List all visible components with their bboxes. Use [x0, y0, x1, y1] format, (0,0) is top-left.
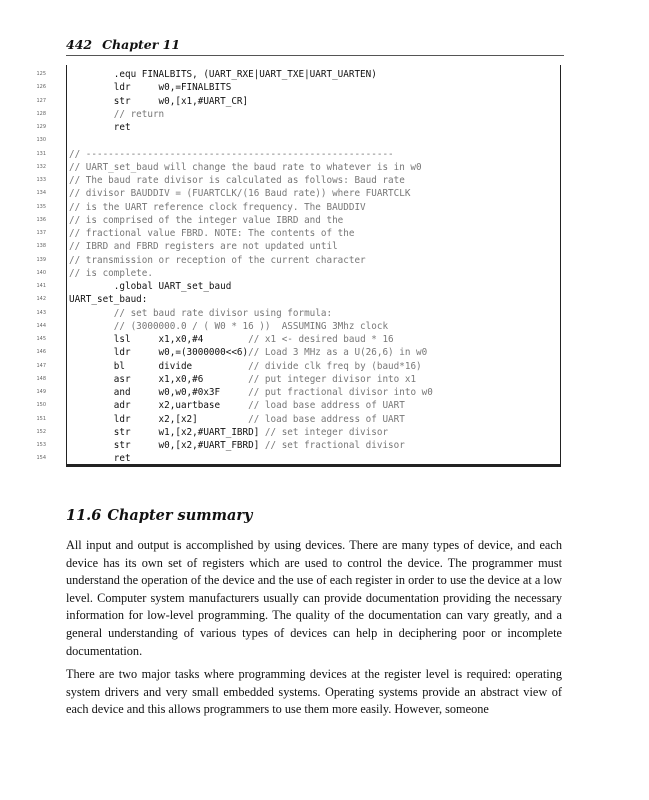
line-number: 142 [36, 296, 46, 303]
code-line [36, 293, 560, 306]
code-line [36, 81, 560, 94]
code-comment: // set baud rate divisor using formula: [113, 307, 333, 319]
line-number: 128 [36, 110, 46, 117]
line-number: 125 [36, 71, 46, 77]
page-number: 442 [66, 37, 93, 52]
code-text: str w0,[x1,#UART_CR] [69, 95, 249, 107]
code-text: asr x1,x0,#6 [69, 373, 249, 385]
code-line [36, 148, 560, 161]
code-text: str w0,[x2,#UART_FBRD] [69, 440, 265, 451]
code-comment: // x1 <- desired baud * 16 [248, 334, 394, 345]
page-header [66, 37, 180, 52]
code-text: and w0,w0,#0x3F [69, 387, 249, 398]
line-number: 143 [36, 309, 46, 316]
code-text [69, 109, 114, 120]
line-number: 140 [36, 269, 46, 276]
code-text [69, 308, 114, 319]
code-comment: // divisor BAUDDIV = (FUARTCLK/(16 Baud rate)) where FUARTCLK [69, 188, 411, 200]
line-number: 129 [36, 124, 46, 130]
code-text: str w1,[x2,#UART_IBRD] [69, 426, 265, 438]
line-number: 137 [36, 230, 46, 236]
code-text: bl divide [69, 360, 249, 372]
code-line [36, 267, 560, 280]
paragraph-1: All input and output is accomplished by using devices. There are many types of device, and each device has its own set of registers which are used to control the device. The programmer must understand the operation of the device and the use of each register in order to use the device at a low level. Computer system manufacturers usually can provide documentation providing the necessary information for low-level programming. The quality of the documentation can vary greatly, and a general understanding of various types of devices can help in deciphering poor or incomplete documentation. [66, 538, 562, 658]
code-line [36, 320, 560, 333]
line-number: 145 [36, 336, 46, 342]
section-title: Chapter summary [107, 507, 253, 524]
code-line [36, 399, 560, 412]
code-comment: // put fractional divisor into w0 [248, 387, 433, 398]
code-comment: // ------------------------------------------------------- [69, 148, 394, 160]
code-lines [36, 68, 560, 466]
line-number: 138 [36, 243, 46, 250]
line-number: 127 [36, 97, 46, 104]
code-comment: // IBRD and FBRD registers are not updated until [69, 241, 338, 253]
code-line [36, 134, 560, 147]
code-line [36, 333, 560, 346]
code-line [36, 227, 560, 240]
code-text: ret [69, 453, 131, 465]
header-divider [66, 55, 564, 56]
code-text: .global UART_set_baud [69, 281, 232, 292]
line-number: 152 [36, 428, 46, 435]
line-number: 150 [36, 402, 46, 409]
code-line [36, 452, 560, 465]
code-comment: // Load 3 MHz as a U(26,6) in w0 [248, 347, 428, 359]
code-line [36, 108, 560, 121]
code-comment: // load base address of UART [248, 413, 405, 425]
code-line [36, 413, 560, 426]
code-line [36, 187, 560, 200]
code-comment: // transmission or reception of the current character [69, 254, 366, 266]
code-line [36, 68, 560, 81]
code-line [36, 426, 560, 439]
code-text: ldr w0,=(3000000<<6) [69, 347, 249, 359]
code-line [36, 121, 560, 134]
code-line [36, 439, 560, 452]
code-comment: // is the UART reference clock frequency. The BAUDDIV [69, 201, 366, 213]
paragraph-2: There are two major tasks where programming devices at the register level is required: operating system drivers and very small embedded systems. Operating systems provide an abstract view of each device and this allows programmers to use them more easily. However, someone [66, 667, 562, 717]
code-comment: // (3000000.0 / ( W0 * 16 )) ASSUMING 3Mhz clock [113, 320, 389, 332]
code-line [36, 386, 560, 399]
line-number: 148 [36, 375, 46, 382]
line-number: 132 [36, 163, 46, 170]
code-text: .equ FINALBITS, (UART_RXE|UART_TXE|UART_UARTEN) [69, 69, 377, 80]
code-text: ldr x2,[x2] [69, 413, 249, 425]
line-number: 144 [36, 322, 46, 329]
code-text: ret [69, 122, 131, 133]
code-listing [36, 65, 561, 467]
code-line [36, 214, 560, 227]
code-comment: // fractional value FBRD. NOTE: The contents of the [69, 228, 355, 239]
line-number: 154 [36, 455, 46, 462]
line-number: 151 [36, 415, 46, 422]
code-text: UART_set_baud: [69, 294, 148, 306]
code-line [36, 307, 560, 320]
code-comment: // The baud rate divisor is calculated as follows: Baud rate [69, 175, 405, 186]
chapter-title: Chapter 11 [102, 37, 181, 52]
code-comment: // is complete. [69, 267, 153, 279]
code-comment: // set fractional divisor [264, 440, 405, 451]
code-comment: // divide clk freq by (baud*16) [248, 360, 422, 372]
code-comment: // UART_set_baud will change the baud rate to whatever is in w0 [69, 161, 422, 173]
code-comment: // set integer divisor [264, 426, 389, 438]
code-comment: // load base address of UART [248, 400, 405, 412]
line-number: 136 [36, 216, 46, 223]
line-number: 131 [36, 150, 46, 157]
code-line [36, 174, 560, 187]
section-heading [66, 507, 252, 524]
line-number: 146 [36, 349, 46, 356]
code-text: ldr w0,=FINALBITS [69, 82, 232, 94]
code-line [36, 373, 560, 386]
code-line [36, 360, 560, 373]
code-comment: // is comprised of the integer value IBRD and the [69, 214, 344, 226]
line-number: 149 [36, 389, 46, 395]
line-number: 130 [36, 137, 46, 144]
section-number: 11.6 [66, 507, 102, 524]
code-line [36, 346, 560, 359]
code-text: lsl x1,x0,#4 [69, 334, 249, 345]
line-number: 135 [36, 203, 46, 210]
code-text: adr x2,uartbase [69, 400, 249, 412]
code-comment: // put integer divisor into x1 [248, 373, 417, 385]
code-line [36, 280, 560, 293]
line-number: 133 [36, 177, 46, 183]
line-number: 147 [36, 362, 46, 369]
code-line [36, 201, 560, 214]
line-number: 126 [36, 84, 46, 91]
line-number: 134 [36, 190, 46, 197]
code-line [36, 161, 560, 174]
code-comment: // return [113, 108, 165, 120]
line-number: 153 [36, 442, 46, 448]
code-text [69, 321, 114, 332]
code-line [36, 254, 560, 267]
line-number: 141 [36, 283, 46, 289]
code-line [36, 95, 560, 108]
code-line [36, 240, 560, 253]
line-number: 139 [36, 256, 46, 263]
